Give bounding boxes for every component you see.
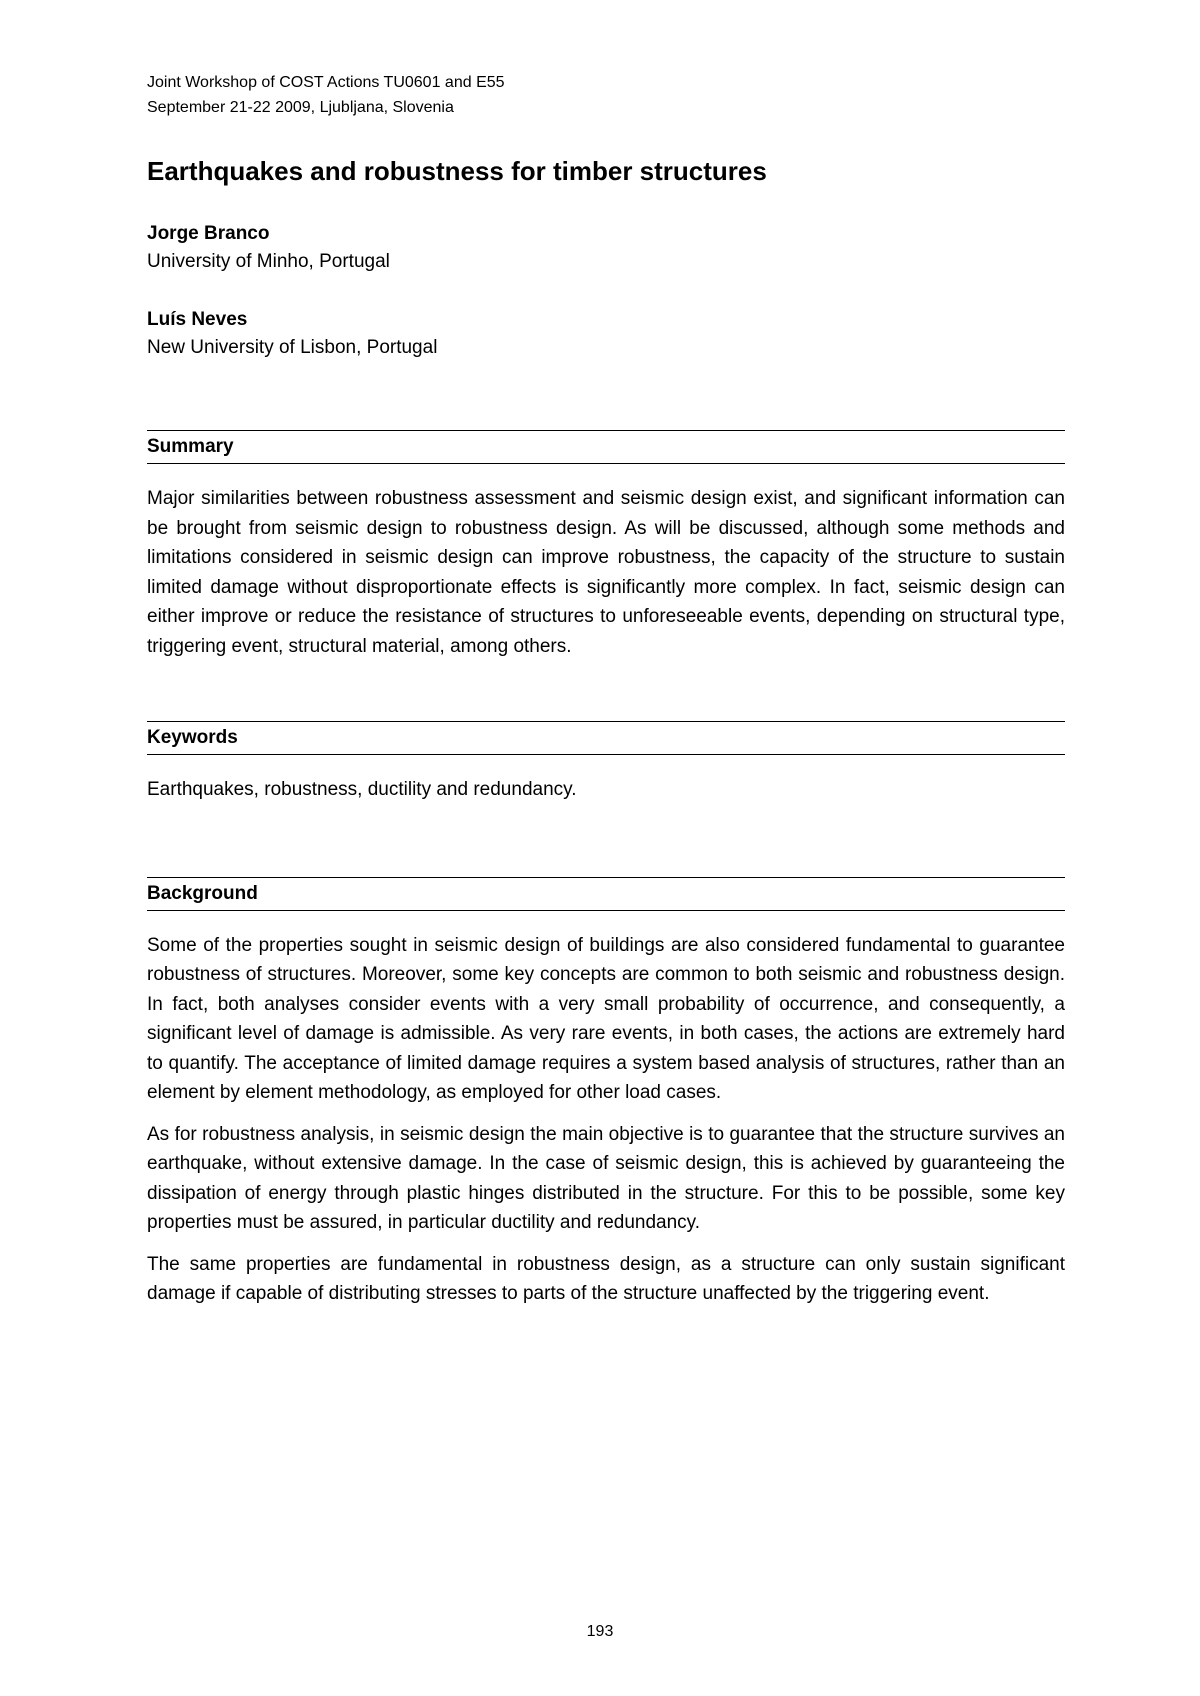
author-block [147, 220, 1065, 276]
background-paragraph: Some of the properties sought in seismic design of buildings are also considered fundamental to guarantee robustness of structures. Moreover, some key concepts are common to both seismic and robustness design. In fact, both analyses consider events with a very small probability of occurrence, and consequently, a significant level of damage is admissible. As very rare events, in both cases, the actions are extremely hard to quantify. The acceptance of limited damage requires a system based analysis of structures, rather than an element by element methodology, as employed for other load cases. [147, 934, 1065, 1103]
author-name: Jorge Branco [147, 223, 270, 244]
author-name: Luís Neves [147, 309, 248, 330]
background-paragraph: The same properties are fundamental in robustness design, as a structure can only sustain significant damage if capable of distributing stresses to parts of the structure unaffected by the triggering event. [147, 1253, 1065, 1304]
paper-title: Earthquakes and robustness for timber structures [147, 156, 767, 186]
background-heading: Background [147, 877, 1065, 911]
summary-heading: Summary [147, 430, 1065, 464]
author-affiliation: New University of Lisbon, Portugal [147, 337, 438, 358]
background-paragraph: As for robustness analysis, in seismic design the main objective is to guarantee that the structure survives an earthquake, without extensive damage. In the case of seismic design, this is achieved by guaranteeing the dissipation of energy through plastic hinges distributed in the structure. For this to be possible, some key properties must be assured, in particular ductility and redundancy. [147, 1123, 1065, 1233]
author-affiliation: University of Minho, Portugal [147, 251, 390, 272]
keywords-heading: Keywords [147, 721, 1065, 755]
paper-page [147, 70, 1065, 1309]
workshop-header-line-1: Joint Workshop of COST Actions TU0601 and E55 [147, 74, 505, 91]
summary-text: Major similarities between robustness assessment and seismic design exist, and significant information can be brought from seismic design to robustness design. As will be discussed, although some methods and limitations considered in seismic design can improve robustness, the capacity of the structure to sustain limited damage without disproportionate effects is significantly more complex. In fact, seismic design can either improve or reduce the resistance of structures to unforeseeable events, depending on structural type, triggering event, structural material, among others. [147, 488, 1065, 657]
page-number: 193 [586, 1623, 614, 1640]
author-block [147, 306, 1065, 362]
keywords-text: Earthquakes, robustness, ductility and redundancy. [147, 779, 577, 800]
workshop-header-line-2: September 21-22 2009, Ljubljana, Slovenia [147, 99, 454, 116]
